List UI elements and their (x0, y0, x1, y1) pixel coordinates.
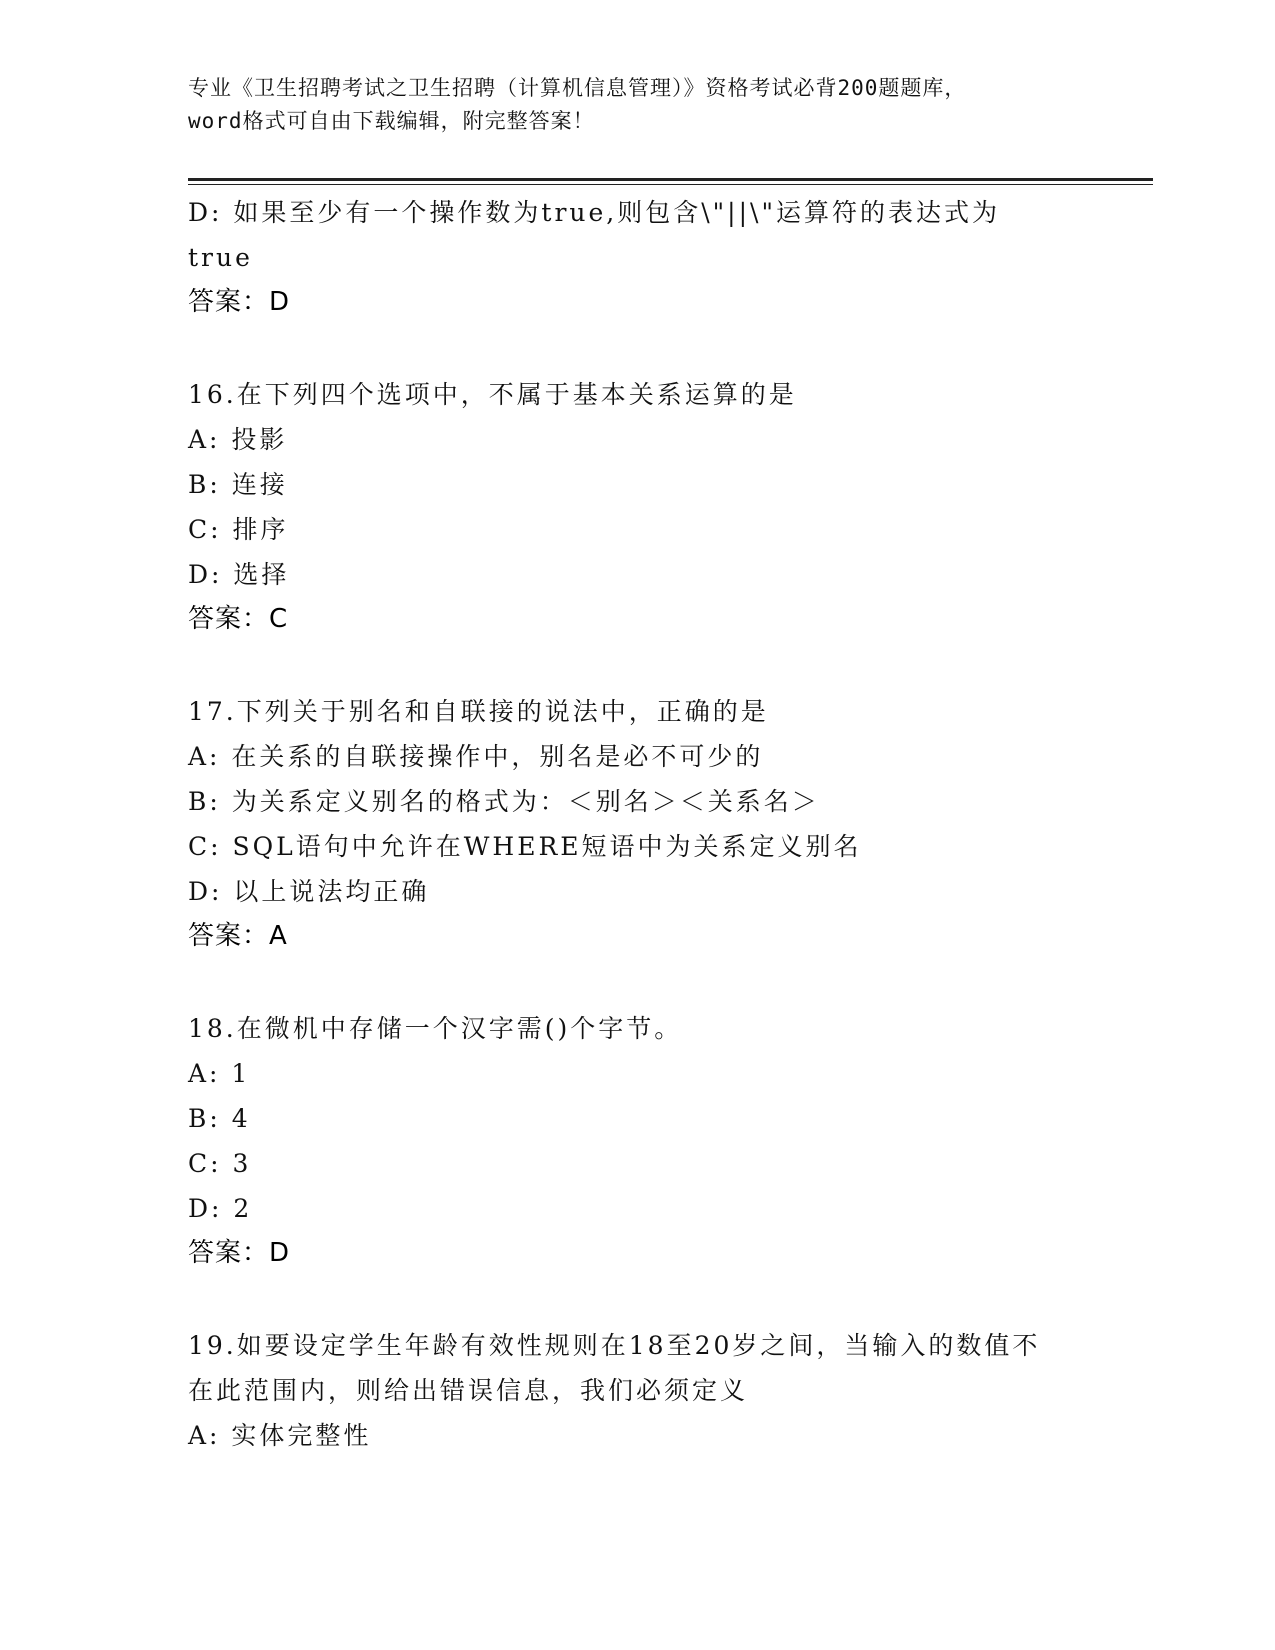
answer-value: C (269, 604, 289, 634)
option-c: C: 排序 (188, 515, 289, 544)
question-19 (188, 1323, 1088, 1458)
option-d: D: 2 (188, 1194, 253, 1223)
document-header (188, 72, 1088, 138)
question-stem: 18.在微机中存储一个汉字需()个字节。 (188, 1014, 683, 1043)
answer-line (188, 914, 1088, 959)
option-c: C: 3 (188, 1149, 252, 1178)
header-title-line-2: word格式可自由下载编辑，附完整答案！ (188, 109, 595, 133)
question-18 (188, 1006, 1088, 1276)
answer-label: 答案： (188, 287, 270, 317)
answer-label: 答案： (188, 604, 270, 634)
option-a: A: 投影 (188, 425, 288, 454)
answer-line (188, 597, 1088, 642)
answer-value: A (269, 921, 288, 951)
answer-value: D (269, 287, 291, 317)
answer-line (188, 1231, 1088, 1276)
option-d-continued: true (188, 243, 253, 272)
question-stem: 16.在下列四个选项中，不属于基本关系运算的是 (188, 380, 797, 409)
question-stem: 17.下列关于别名和自联接的说法中，正确的是 (188, 697, 769, 726)
question-15-tail (188, 190, 1088, 325)
option-b: B: 连接 (188, 470, 288, 499)
question-stem-continued: 在此范围内，则给出错误信息，我们必须定义 (188, 1376, 749, 1405)
answer-label: 答案： (188, 921, 270, 951)
question-stem: 19.如要设定学生年龄有效性规则在18至20岁之间，当输入的数值不 (188, 1331, 1041, 1360)
header-divider-thick (188, 178, 1153, 181)
answer-line (188, 280, 1088, 325)
option-a: A: 实体完整性 (188, 1421, 372, 1450)
option-b: B: 为关系定义别名的格式为：＜别名＞＜关系名＞ (188, 787, 820, 816)
question-list (188, 190, 1088, 1458)
header-divider-thin (188, 184, 1153, 185)
question-17 (188, 689, 1088, 959)
question-16 (188, 372, 1088, 642)
option-c: C: SQL语句中允许在WHERE短语中为关系定义别名 (188, 832, 862, 861)
option-d: D: 选择 (188, 560, 290, 589)
answer-value: D (269, 1238, 291, 1268)
option-b: B: 4 (188, 1104, 251, 1133)
option-d: D: 如果至少有一个操作数为true,则包含\"||\"运算符的表达式为 (188, 198, 1000, 227)
header-title-line-1: 专业《卫生招聘考试之卫生招聘（计算机信息管理）》资格考试必背200题题库， (188, 76, 967, 100)
option-a: A: 在关系的自联接操作中，别名是必不可少的 (188, 742, 764, 771)
option-d: D: 以上说法均正确 (188, 877, 430, 906)
answer-label: 答案： (188, 1238, 270, 1268)
option-a: A: 1 (188, 1059, 251, 1088)
